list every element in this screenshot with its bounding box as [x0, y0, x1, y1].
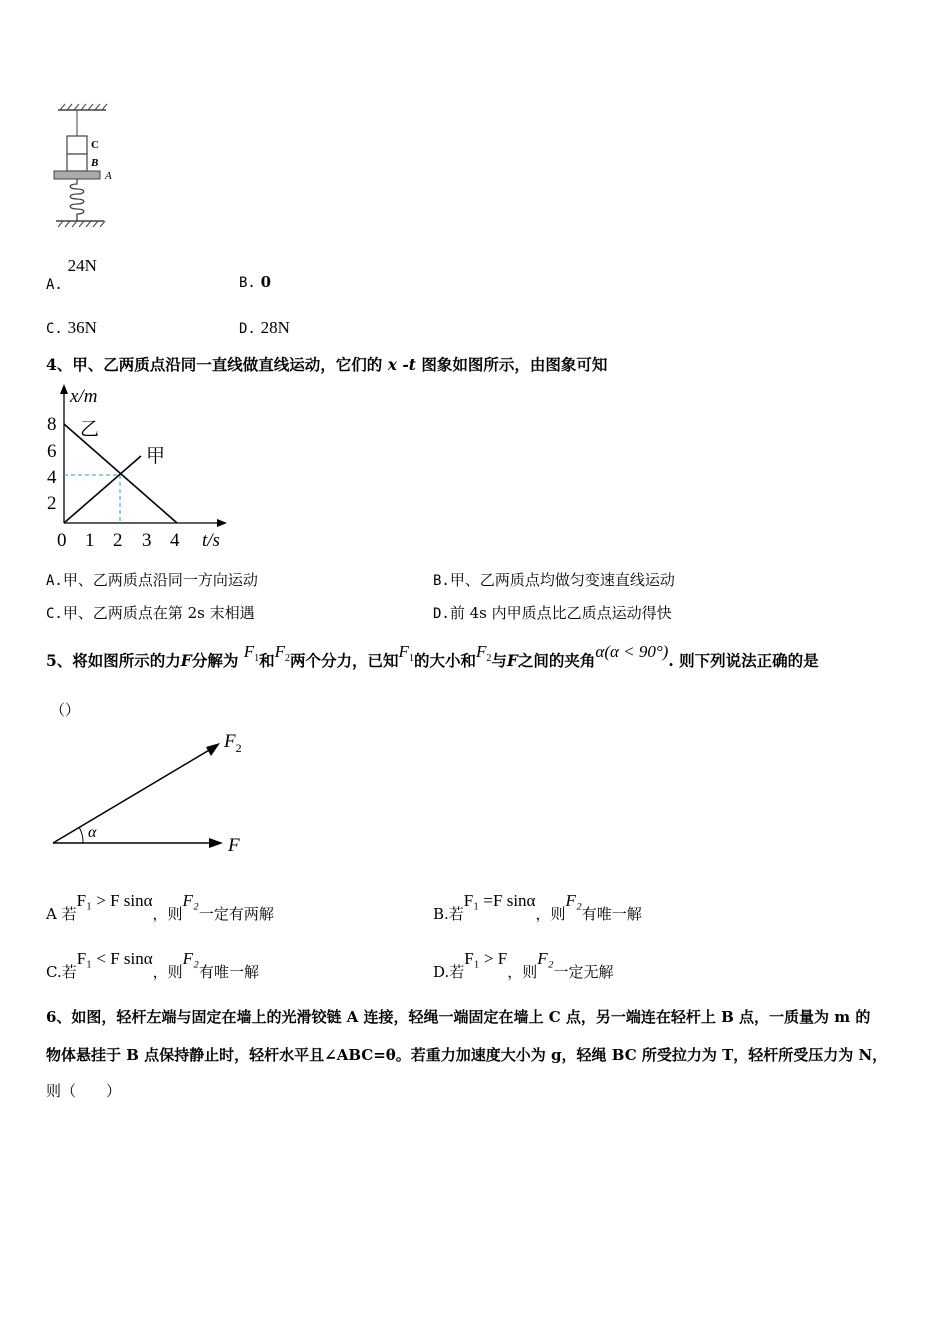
x-tick: 3	[142, 530, 152, 551]
q4-option-b: B.甲、乙两质点均做匀变速直线运动	[433, 571, 675, 589]
option-value: 36N	[67, 318, 97, 337]
q3-option-c	[46, 318, 97, 338]
label-a: A	[105, 170, 112, 182]
force-decomposition-figure	[48, 725, 258, 860]
y-tick: 2	[47, 493, 57, 514]
q6-line-3: 则（ ）	[46, 1082, 122, 1100]
option-value: 0	[260, 273, 272, 291]
q3-option-b	[239, 273, 271, 291]
option-key: D.	[239, 321, 256, 337]
label-jia: 甲	[146, 446, 166, 467]
x-tick: 0	[57, 530, 67, 551]
alpha-label: α	[88, 824, 97, 841]
option-key: C.	[46, 321, 63, 337]
y-tick: 8	[47, 414, 57, 435]
q4-option-c: C.甲、乙两质点在第 2s 末相遇	[46, 604, 255, 622]
option-value: 24N	[67, 256, 97, 275]
q5-option-a: A 若F₁ > F sinα，则F₂一定有两解	[46, 891, 274, 923]
y-tick: 4	[47, 467, 57, 488]
q3-option-d	[239, 318, 290, 338]
option-key: B.	[239, 275, 256, 291]
q6-line-1: 6、如图，轻杆左端与固定在墙上的光滑铰链 A 连接，轻绳一端固定在墙上 C 点，另一端连在轻杆上 B 点，一质量为 m 的	[46, 1008, 871, 1026]
f2-label: $F_2$	[224, 731, 242, 755]
xt-graph	[40, 380, 240, 555]
spring-blocks-figure	[48, 100, 138, 235]
q6-line-2: 物体悬挂于 B 点保持静止时，轻杆水平且∠ABC=θ。若重力加速度大小为 g，轻绳 BC 所受拉力为 T，轻杆所受压力为 N，	[46, 1046, 888, 1064]
y-axis-label: x/m	[70, 386, 98, 407]
q5-blank: （）	[50, 701, 81, 719]
x-tick: 4	[170, 530, 180, 551]
q4-stem: 4、甲、乙两质点沿同一直线做直线运动，它们的 x -t 图象如图所示，由图象可知	[46, 355, 608, 374]
f-label: F	[228, 835, 240, 856]
y-tick: 6	[47, 441, 57, 462]
q5-option-c: C.若F₁ < F sinα，则F₂有唯一解	[46, 949, 259, 981]
q4-option-a: A.甲、乙两质点沿同一方向运动	[46, 571, 258, 589]
q5-option-d: D.若F₁ > F，则F₂一定无解	[433, 949, 614, 981]
label-yi: 乙	[80, 419, 100, 440]
option-key: A.	[46, 277, 63, 293]
q4-option-d: D.前 4s 内甲质点比乙质点运动得快	[433, 604, 672, 622]
x-axis-label: t/s	[202, 530, 220, 551]
line-jia	[64, 456, 141, 523]
q5-option-b: B.若F₁ =F sinα，则F₂有唯一解	[433, 891, 642, 923]
label-c: C	[91, 139, 99, 151]
option-value: 28N	[260, 318, 290, 337]
label-b: B	[91, 157, 99, 169]
q3-option-a	[46, 256, 97, 293]
q5-stem: 5、将如图所示的力F分解为 $F_1$和$F_2$两个分力，已知$F_1$的大小和$F_2$与F之间的夹角α(α < 90°). 则下列说法正确的是	[46, 642, 819, 670]
x-tick: 1	[85, 530, 95, 551]
x-tick: 2	[113, 530, 123, 551]
